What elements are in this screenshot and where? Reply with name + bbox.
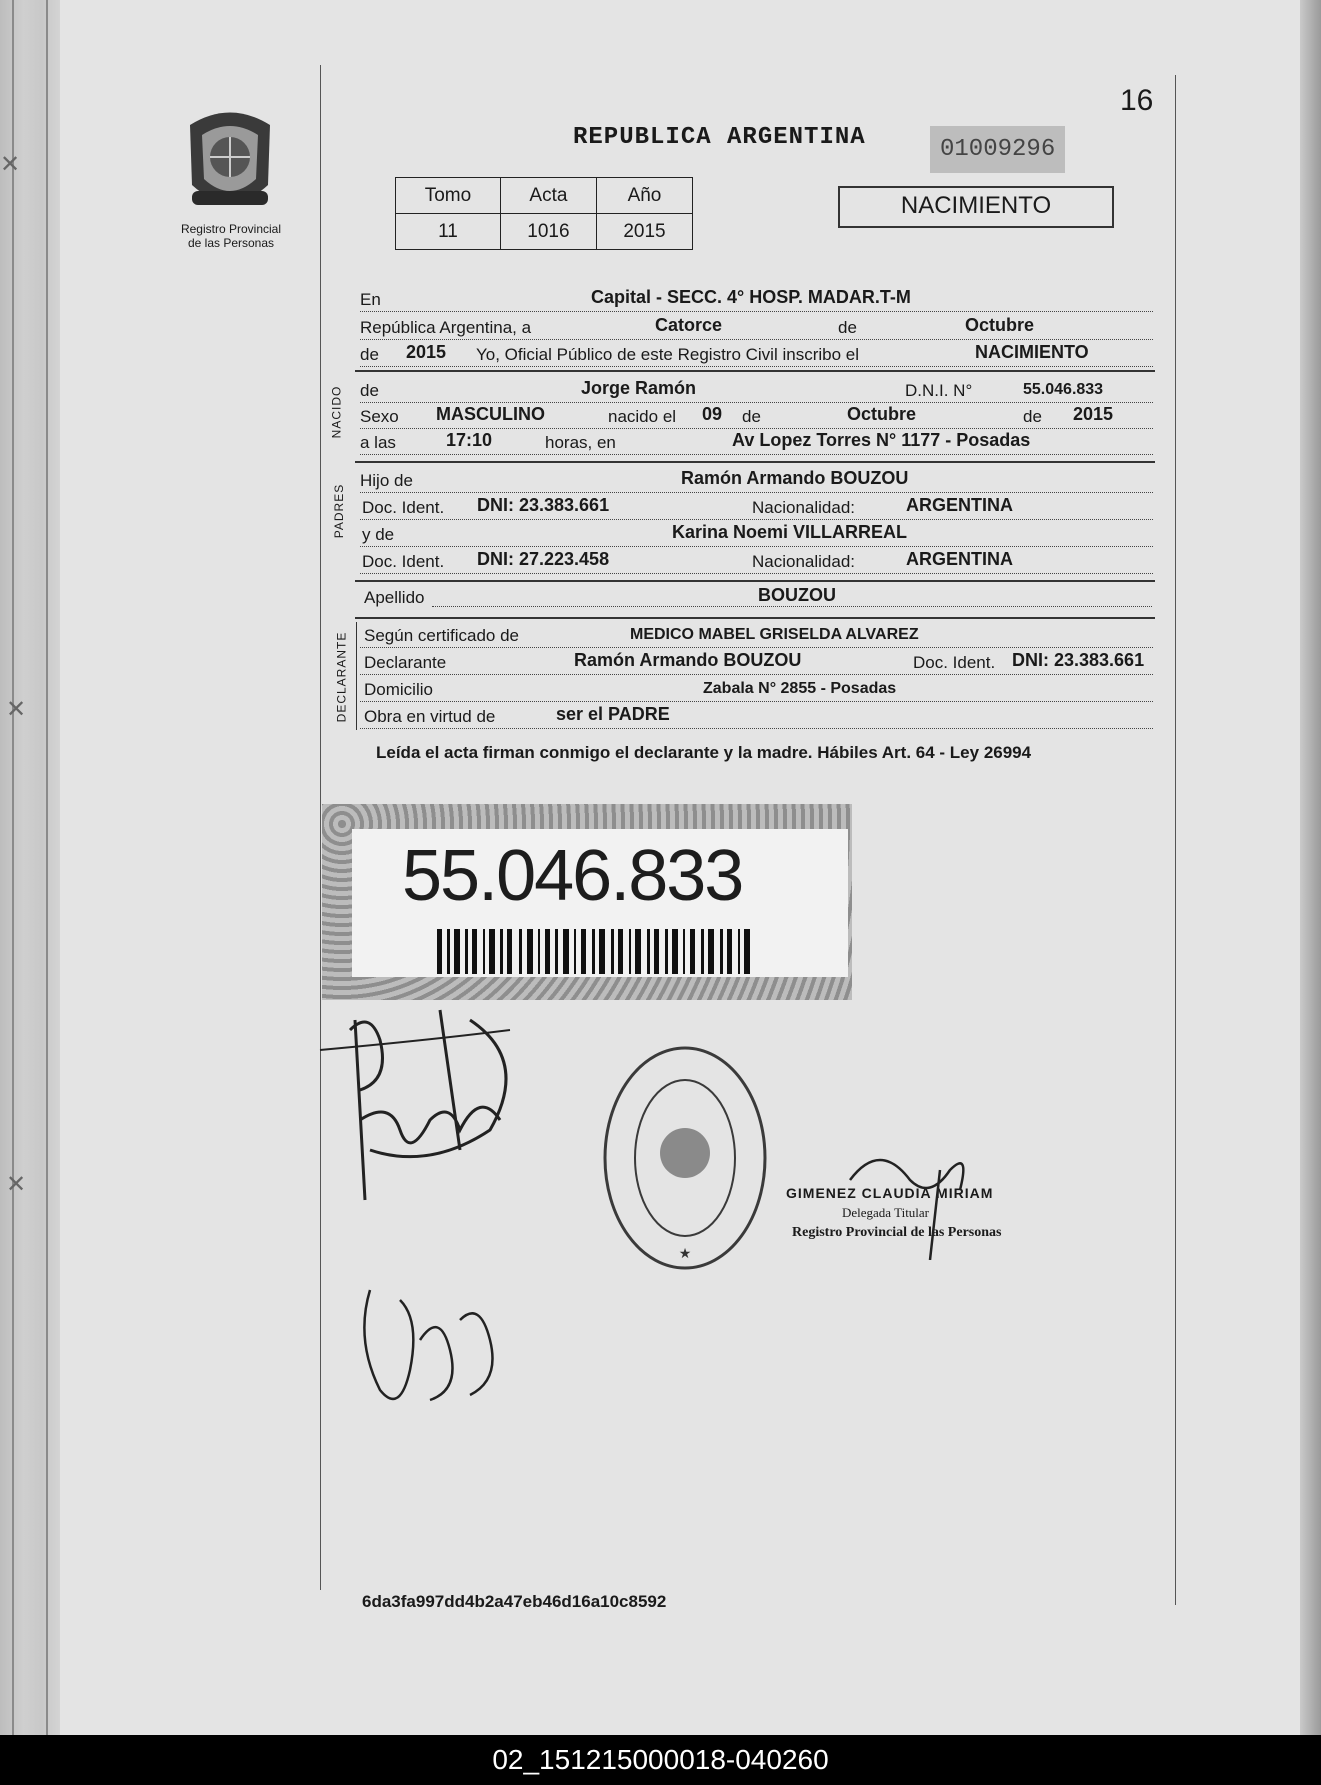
field-label: Nacionalidad: xyxy=(752,552,858,572)
field-label: Obra en virtud de xyxy=(364,707,498,727)
field-value: 2015 xyxy=(406,342,447,362)
row-nombre xyxy=(360,376,1153,403)
table-cell: 11 xyxy=(396,214,501,250)
field-label: de xyxy=(838,318,860,338)
table-header: Acta xyxy=(500,178,596,214)
field-value: 09 xyxy=(702,404,723,424)
field-label: de xyxy=(360,345,382,365)
signature-officer-icon xyxy=(840,1140,980,1260)
field-label: Doc. Ident. xyxy=(362,498,447,518)
table-header: Año xyxy=(596,178,692,214)
field-label: En xyxy=(360,290,384,310)
field-label: a las xyxy=(360,433,399,453)
row-padre-doc xyxy=(360,493,1153,520)
field-value: ARGENTINA xyxy=(906,549,1013,569)
field-label: Según certificado de xyxy=(364,626,522,646)
row-republica xyxy=(360,313,1153,340)
staple-icon: ✕ xyxy=(6,696,27,723)
table-row xyxy=(396,178,693,214)
page-number: 16 xyxy=(1120,84,1154,117)
field-value: 55.046.833 xyxy=(1023,381,1104,398)
signature-declarante-icon xyxy=(310,1000,540,1240)
logo-caption-line: de las Personas xyxy=(187,236,275,250)
row-anio xyxy=(360,340,1153,367)
field-label: Hijo de xyxy=(360,471,416,491)
officer-org: Registro Provincial de las Personas xyxy=(792,1225,1002,1240)
staple-icon: ✕ xyxy=(0,151,21,178)
section-label-declarante: DECLARANTE xyxy=(334,631,349,723)
officer-role: Delegada Titular xyxy=(842,1205,930,1220)
field-value: Octubre xyxy=(847,404,917,424)
section-label-padres: PADRES xyxy=(332,483,347,539)
barcode-icon xyxy=(437,929,757,974)
field-value: Ramón Armando BOUZOU xyxy=(681,468,909,488)
row-madre xyxy=(360,520,1153,547)
dni-sticker-label xyxy=(352,829,848,977)
left-margin-line xyxy=(320,65,321,1590)
field-label: horas, en xyxy=(545,433,619,453)
field-label: Doc. Ident. xyxy=(362,552,447,572)
book-table xyxy=(395,177,693,250)
dni-sticker-number: 55.046.833 xyxy=(402,836,743,916)
row-en xyxy=(360,285,1153,312)
field-label: de xyxy=(742,407,764,427)
closing-statement: Leída el acta firman conmigo el declarante y la madre. Hábiles Art. 64 - Ley 26994 xyxy=(376,743,1032,762)
field-value: MASCULINO xyxy=(436,404,545,424)
row-sexo xyxy=(360,402,1153,429)
binder-line xyxy=(12,0,14,1735)
field-label: Declarante xyxy=(364,653,449,673)
field-label: nacido el xyxy=(608,407,679,427)
row-domicilio xyxy=(360,675,1153,702)
row-certificado xyxy=(360,621,1153,648)
field-value: DNI: 27.223.458 xyxy=(477,549,610,569)
row-declarante xyxy=(360,648,1153,675)
section-bracket xyxy=(356,622,357,730)
field-value: Capital - SECC. 4° HOSP. MADAR.T-M xyxy=(591,287,911,307)
field-label: de xyxy=(1023,407,1045,427)
divider xyxy=(355,370,1155,372)
table-cell: 1016 xyxy=(500,214,596,250)
field-value: ser el PADRE xyxy=(556,704,670,724)
field-label: de xyxy=(360,381,382,401)
binder-edge xyxy=(0,0,60,1735)
row-padre xyxy=(360,466,1153,493)
table-header: Tomo xyxy=(396,178,501,214)
field-value: ARGENTINA xyxy=(906,495,1013,515)
field-value: Jorge Ramón xyxy=(581,378,697,398)
document-title: REPUBLICA ARGENTINA xyxy=(573,124,866,151)
field-value: BOUZOU xyxy=(758,585,836,605)
binder-line xyxy=(46,0,48,1735)
field-value: Ramón Armando BOUZOU xyxy=(574,650,802,670)
section-label-nacido: NACIDO xyxy=(329,385,344,439)
logo-caption xyxy=(168,222,294,250)
signature-madre-icon xyxy=(350,1280,510,1420)
page-edge xyxy=(1300,0,1321,1735)
official-seal-icon xyxy=(600,1043,770,1273)
field-value: DNI: 23.383.661 xyxy=(1012,650,1145,670)
field-value: NACIMIENTO xyxy=(975,342,1089,362)
row-obra xyxy=(360,702,1153,729)
field-value: 17:10 xyxy=(446,430,493,450)
field-value: Zabala N° 2855 - Posadas xyxy=(703,680,897,697)
field-value: Karina Noemi VILLARREAL xyxy=(672,522,908,542)
field-value: Catorce xyxy=(655,315,723,335)
dni-sticker xyxy=(322,804,852,1000)
field-label: Apellido xyxy=(364,588,428,608)
apellido-dots xyxy=(432,606,1152,607)
table-cell: 2015 xyxy=(596,214,692,250)
right-margin-line xyxy=(1175,75,1176,1605)
footer-code: 02_151215000018-040260 xyxy=(0,1735,1321,1785)
field-label: Nacionalidad: xyxy=(752,498,858,518)
field-label: Domicilio xyxy=(364,680,436,700)
logo-caption-line: Registro Provincial xyxy=(180,222,282,236)
serial-number: 01009296 xyxy=(930,126,1065,173)
svg-text:★: ★ xyxy=(678,1246,692,1262)
field-value: 2015 xyxy=(1073,404,1114,424)
field-value: Octubre xyxy=(965,315,1035,335)
field-value: MEDICO MABEL GRISELDA ALVAREZ xyxy=(630,626,919,643)
table-row xyxy=(396,214,693,250)
officer-name: GIMENEZ CLAUDIA MIRIAM xyxy=(786,1185,994,1201)
provincial-coat-of-arms-icon xyxy=(180,105,280,217)
field-label: Yo, Oficial Público de este Registro Civil inscribo el xyxy=(476,345,862,365)
divider xyxy=(355,461,1155,463)
staple-icon: ✕ xyxy=(6,1171,27,1198)
field-value: Av Lopez Torres N° 1177 - Posadas xyxy=(732,430,1031,450)
field-label: Sexo xyxy=(360,407,402,427)
field-label: República Argentina, a xyxy=(360,318,534,338)
document-hash: 6da3fa997dd4b2a47eb46d16a10c8592 xyxy=(362,1592,667,1611)
field-value: DNI: 23.383.661 xyxy=(477,495,610,515)
field-label: D.N.I. N° xyxy=(905,381,975,401)
field-label: Doc. Ident. xyxy=(913,653,998,673)
divider xyxy=(355,617,1155,619)
row-madre-doc xyxy=(360,547,1153,574)
row-hora xyxy=(360,428,1153,455)
record-type-box: NACIMIENTO xyxy=(838,186,1114,228)
divider xyxy=(355,580,1155,582)
field-label: y de xyxy=(362,525,397,545)
